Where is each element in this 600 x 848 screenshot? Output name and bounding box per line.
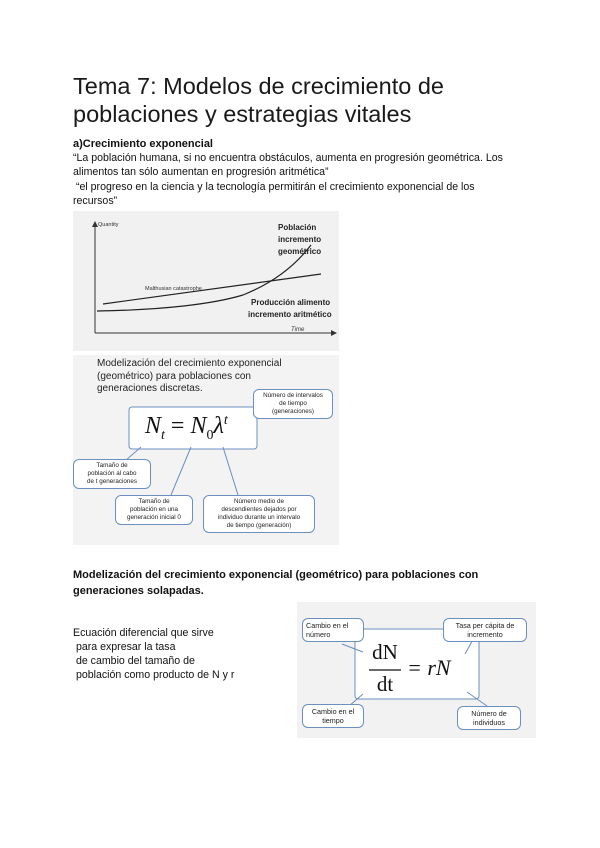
quote-malthus-line2: alimentos tan sólo aumentan en progresión aritmética”: [73, 165, 329, 178]
callout-size-t-l1: Tamaño de: [96, 462, 128, 469]
callout-rate-l2: incremento: [467, 630, 503, 639]
section-b-heading-line1: Modelización del crecimiento exponencial (geométrico) para poblaciones con: [73, 569, 479, 581]
callout-change-number: [302, 618, 364, 642]
callout-size-0-l1: Tamaño de: [138, 498, 170, 505]
quote-malthus-line1: “La población humana, si no encuentra obstáculos, aumenta en progresión geométrica. Los: [73, 152, 503, 164]
callout-change-t-l1: Cambio en el: [311, 707, 355, 716]
eq-lhs-sub: t: [161, 427, 165, 443]
callout-intervals-l2: de tiempo: [279, 400, 307, 407]
y-axis-label: Quantity: [98, 222, 119, 228]
malthus-chart: [73, 211, 339, 351]
eq-exp: t: [223, 413, 228, 428]
callout-n-l2: individuos: [473, 718, 505, 727]
callout-n-l1: Número de: [471, 709, 507, 718]
callout-rate: [443, 618, 527, 642]
callout-change-time: [302, 704, 364, 728]
callout-size-0-l2: población en una: [130, 506, 178, 513]
discrete-heading-line1: Modelización del crecimiento exponencial: [97, 358, 282, 369]
connector-mean: [223, 447, 238, 495]
page-title: Tema 7: Modelos de crecimiento de poblaciones y estrategias vitales: [73, 73, 444, 127]
explanation-line1: Ecuación diferencial que sirve: [73, 627, 214, 639]
eq-rhs: N: [190, 413, 207, 439]
callout-intervals-l3: (generaciones): [271, 408, 314, 415]
callout-change-t-l2: tiempo: [322, 716, 344, 725]
section-heading-exponential: a)Crecimiento exponencial: [73, 138, 213, 150]
differential-explanation: [73, 626, 234, 682]
callout-size-0-l3: generación inicial 0: [127, 514, 181, 521]
population-label-2: incremento: [278, 235, 322, 244]
eq-equals: =: [170, 413, 185, 439]
food-label-2: incremento aritmético: [248, 310, 332, 319]
callout-mean-l2: descendientes dejados por: [221, 506, 297, 513]
callout-mean-l4: de tiempo (generación): [226, 522, 292, 529]
explanation-line3: de cambio del tamaño de: [73, 655, 195, 667]
connector-size-0: [171, 447, 191, 495]
callout-size-0: [115, 495, 193, 525]
x-axis-label: Time: [291, 327, 305, 333]
food-label-1: Producción alimento: [251, 298, 331, 307]
callout-size-t-l2: población al cabo: [87, 470, 137, 477]
eq-denominator-text: dt: [376, 672, 394, 696]
callout-mean-offspring: [203, 495, 315, 533]
discrete-heading-line3: generaciones discretas.: [97, 383, 203, 394]
malthusian-annotation: Malthusian catastrophe: [145, 286, 202, 292]
callout-intervals-l1: Número de intervalos: [263, 392, 323, 399]
callout-size-t-l3: de t generaciones: [86, 478, 138, 485]
population-label-3: geométrico: [278, 247, 322, 256]
callout-change-n-l1: Cambio en el: [306, 621, 349, 630]
callout-individuals: [457, 706, 521, 730]
continuous-model-figure: [297, 602, 536, 738]
quote-progress-line2: recursos”: [73, 194, 118, 207]
eq-denominator: [369, 672, 401, 697]
discrete-equation: [145, 413, 228, 444]
callout-size-t: [73, 459, 151, 489]
eq-right-side: = rN: [407, 655, 451, 680]
eq-lambda: λ: [213, 413, 224, 439]
eq-numerator-text: dN: [372, 640, 398, 664]
explanation-line2: para expresar la tasa: [73, 641, 176, 653]
callout-rate-l1: Tasa per cápita de: [455, 621, 515, 630]
section-b-heading-line2: generaciones solapadas.: [73, 585, 204, 597]
population-label-1: Población: [278, 223, 317, 232]
eq-lhs: N: [145, 413, 162, 439]
eq-rhs-sub: 0: [206, 427, 214, 443]
eq-numerator: [369, 640, 401, 665]
discrete-model-figure: [73, 355, 339, 545]
callout-intervals: [253, 389, 333, 419]
quote-progress: [73, 181, 543, 208]
explanation-line4: población como producto de N y r: [73, 669, 235, 681]
discrete-heading-line2: (geométrico) para poblaciones con: [97, 370, 251, 382]
quote-malthus: [73, 152, 543, 179]
callout-change-n-l2: número: [306, 630, 331, 639]
callout-mean-l1: Número medio de: [233, 498, 285, 505]
malthus-chart-svg: [73, 211, 339, 351]
section-heading-overlapping: [73, 567, 493, 599]
x-axis-arrow: [331, 330, 337, 336]
quote-progress-line1: “el progreso en la ciencia y la tecnología permitirán el crecimiento exponencial de los: [73, 181, 475, 193]
callout-mean-l3: individuo durante un intervalo: [217, 514, 301, 521]
